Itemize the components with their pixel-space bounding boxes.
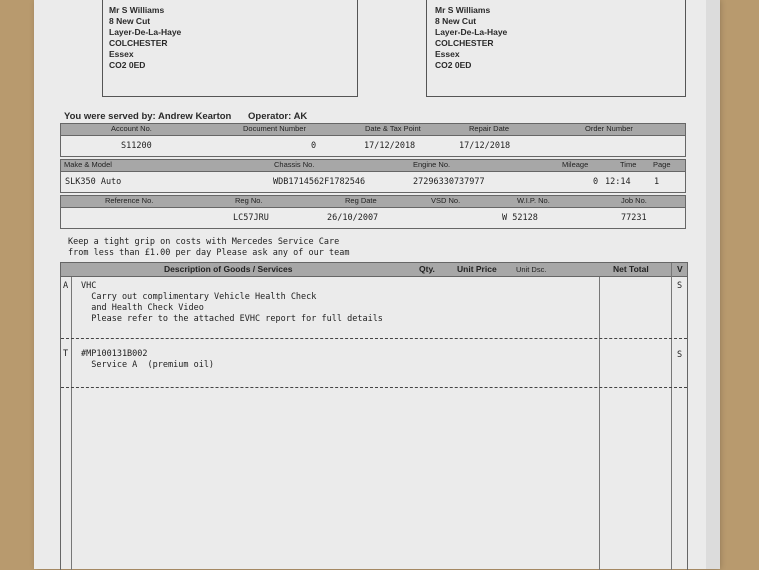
vat-header: V [677,264,683,274]
item-line: VHC [81,281,97,291]
message-line: Keep a tight grip on costs with Mercedes Service Care [68,237,340,247]
vsd-header: VSD No. [431,196,461,205]
engine-value: 27296330737977 [413,177,485,187]
value-row-2 [60,172,686,193]
job-header: Job No. [621,196,647,205]
address-line: 8 New Cut [109,16,151,26]
unit-dsc-header: Unit Dsc. [516,265,547,274]
job-value: 77231 [621,213,647,223]
engine-header: Engine No. [413,160,451,169]
description-header: Description of Goods / Services [164,264,293,274]
make-header: Make & Model [64,160,112,169]
reg-date-value: 26/10/2007 [327,213,379,223]
address-line: Essex [435,49,460,59]
wip-value: W 52128 [502,213,538,223]
repair-date-header: Repair Date [469,124,510,133]
column-divider [671,263,672,570]
mileage-value: 0 [593,177,599,187]
service-care-message [68,237,349,259]
address-line: CO2 0ED [109,60,146,70]
date-tax-value: 17/12/2018 [364,141,416,151]
mileage-header: Mileage [562,160,589,169]
operator: Operator: AK [248,111,308,122]
item-code: T [63,349,69,359]
net-total-header: Net Total [613,264,649,274]
time-value: 12:14 [605,177,631,187]
address-line: Layer-De-La-Haye [109,27,182,37]
header-row-2 [60,159,686,172]
column-divider [599,277,600,570]
reg-header: Reg No. [235,196,263,205]
document-value: 0 [311,141,317,151]
address-line: 8 New Cut [435,16,477,26]
address-line: Essex [109,49,134,59]
document-header: Document Number [243,124,306,133]
address-line: Mr S Williams [109,5,165,15]
column-divider [71,277,72,570]
reference-header: Reference No. [105,196,154,205]
account-header: Account No. [111,124,152,133]
address-line: Mr S Williams [435,5,491,15]
message-line: from less than £1.00 per day Please ask any of our team [68,248,350,258]
time-header: Time [620,160,637,169]
address-line: Layer-De-La-Haye [435,27,508,37]
unit-price-header: Unit Price [457,264,497,274]
item-code: A [63,281,69,291]
customer-address-box [102,0,358,97]
items-table [60,262,688,570]
item-separator [61,387,687,388]
value-row-3 [60,208,686,229]
chassis-value: WDB1714562F1782546 [273,177,366,187]
item-line: Service A (premium oil) [81,360,215,370]
date-tax-header: Date & Tax Point [365,124,421,133]
page-header: Page [653,160,671,169]
make-value: SLK350 Auto [65,177,122,187]
address-line: COLCHESTER [109,38,168,48]
item-vat: S [677,350,683,360]
value-row-1 [60,136,686,157]
delivery-address-box [426,0,686,97]
account-value: S11200 [121,141,152,151]
served-by-line [64,111,321,122]
reg-value: LC57JRU [233,213,269,223]
address-line: CO2 0ED [435,60,472,70]
items-header [61,263,687,277]
header-row-3 [60,195,686,208]
item-line: #MP100131B002 [81,349,148,359]
item-line: Please refer to the attached EVHC report for full details [81,314,383,324]
paper-edge [706,0,720,569]
item-line: Carry out complimentary Vehicle Health Check [81,292,317,302]
item-line: and Health Check Video [81,303,204,313]
repair-date-value: 17/12/2018 [459,141,511,151]
item-vat: S [677,281,683,291]
address-line: COLCHESTER [435,38,494,48]
wip-header: W.I.P. No. [517,196,550,205]
page-value: 1 [654,177,660,187]
chassis-header: Chassis No. [274,160,315,169]
served-by: You were served by: Andrew Kearton [64,111,232,122]
reg-date-header: Reg Date [345,196,377,205]
header-row-1 [60,123,686,136]
qty-header: Qty. [419,264,435,274]
item-separator [61,338,687,339]
order-header: Order Number [585,124,633,133]
